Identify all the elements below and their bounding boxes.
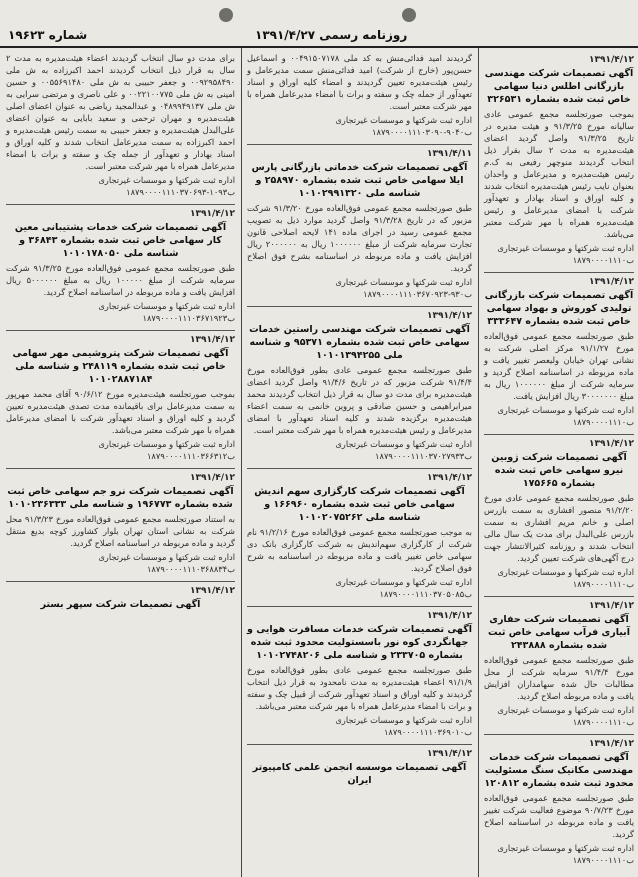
announcement-separator — [484, 596, 634, 597]
announcement-date: ۱۳۹۱/۴/۱۲ — [189, 586, 235, 596]
announcement-date: ۱۳۹۱/۴/۱۲ — [189, 209, 235, 219]
registry-office-signature: اداره ثبت شرکتها و موسسات غیرتجاری — [98, 175, 235, 185]
column-divider — [478, 48, 479, 877]
newspaper-title: روزنامه رسمی ۱۳۹۱/۴/۲۷ — [255, 28, 408, 42]
announcement-body: گردیدند امید فدائی‌منش به کد ملی ۰۰۴۹۱۵۰۷۱۷۸ و اسماعیل حسن‌پور (خارج از شرکت) امید فدائی‌منش سمت مدیرعامل و رئیس هیئت‌مدیره تعیین گردیدند و امضاء کلیه اوراق و اسناد تعهدآور از جمله چک و سفته و برات با امضاء مدیرعامل همراه با مهر شرکت معتبر است. — [247, 53, 472, 111]
announcement-separator — [247, 744, 472, 745]
announcement-body: طبق صورتجلسه مجمع عمومی فوق‌العاده مورخ ۹۱/۳/۲۰ شرکت مزبور که در تاریخ ۹۱/۳/۲۸ واصل گردید موارد ذیل به تصویب مجمع عمومی رسید در اجرای ماده ۱۴۱ لایحه اصلاحی قانون تجارت سرمایه شرکت از مبلغ ۱۰۰۰۰۰۰ ریال به ۲۰۰۰۰۰۰ ریال افزایش یافت و ماده مربوطه در اساسنامه بشرح فوق اصلاح گردید. — [247, 203, 472, 273]
announcement-title: آگهی تصمیمات شرکت بازرگانی تولیدی کوروش و بهواد سهامی خاص ثبت شده بشماره ۳۳۳۶۴۷ — [484, 290, 634, 327]
announcement-date: ۱۳۹۱/۴/۱۲ — [426, 311, 472, 321]
announcement-title: آگهی تصمیمات شرکت سپهر بستر — [40, 599, 201, 610]
announcement — [247, 149, 472, 300]
announcement-body: طبق صورتجلسه مجمع عمومی عادی بطور فوق‌العاده مورخ ۹۱/۱/۹ اعضاء هیئت‌مدیره به مدت نامحدود به قرار ذیل انتخاب گردیدند و کلیه اوراق و اسناد تعهدآور شرکت از قبیل چک و سفته و برات با امضاء مدیرعامل همراه با مهر شرکت معتبر می‌باشد. — [247, 665, 472, 711]
announcement-title: آگهی تصمیمات شرکت خدمات مسافرت هوایی و جهانگردی کوه نور باسستولیت محدود ثبت شده بشماره ۲۳۳۷۰۵ و شناسه ملی ۱۰۱۰۲۷۴۸۲۰۶ — [246, 624, 472, 661]
announcement — [247, 611, 472, 738]
announcement-body: به موجب صورتجلسه مجمع عمومی فوق‌العاده مورخ ۹۱/۲/۱۶ نام شرکت از کارگزاری سهم‌اندیش به شرکت کارگزاری بانک دی سهامی خاص تغییر یافت و ماده مربوطه در اساسنامه به شرح فوق اصلاح گردید. — [247, 527, 472, 573]
punch-hole-left — [219, 8, 233, 22]
announcement-title: آگهی تصمیمات شرکت مهندسی بازرگانی اطلس دنیا سهامی خاص ثبت شده بشماره ۳۲۶۵۳۱ — [484, 68, 634, 105]
announcement-separator — [484, 434, 634, 435]
announcement — [484, 601, 634, 728]
announcement-body: برای مدت دو سال انتخاب گردیدند اعضاء هیئت‌مدیره به مدت ۲ سال به قرار ذیل انتخاب گردیدند احمد اکبرزاده به ش ملی ۰۰۹۲۹۵۸۴۹۰ و جعفر حبیبی به ش ملی ۰۰۵۵۶۹۱۴۸۰ و حسین امینی به ش ملی ۰۰۲۲۱۰۰۷۷۵ و علی ناصری و مرتضی سرایی به ش ملی ۰۴۸۹۹۴۹۱۳۷ و عبدالمجید ریاضی به عنوان اعضای اصلی هیئت‌مدیره و مهران ترحمی و سعید بابایی به عنوان اعضای علی‌البدل هیئت‌مدیره و جعفر حبیبی به سمت رئیس هیئت‌مدیره و احمد اکبرزاده به سمت مدیرعامل انتخاب شدند و کلیه اوراق و اسناد بهادار و تعهدآور از جمله چک و سفته و برات با امضاء مدیرعامل همراه با مهر شرکت معتبر است. — [6, 53, 235, 171]
announcement — [247, 311, 472, 462]
announcement-title: آگهی تصمیمات شرکت خدماتی بازرگانی پارس ایلا سهامی خاص ثبت شده بشماره ۲۵۸۹۷۰ و شناسه ملی ۱۰۱۰۲۹۹۱۳۲۰ — [251, 162, 468, 199]
announcement-separator — [6, 330, 235, 331]
announcement-separator — [247, 306, 472, 307]
announcement-date: ۱۳۹۱/۴/۱۲ — [588, 601, 634, 611]
announcement — [247, 473, 472, 600]
announcement-code: ب۱۸۷۹۰۰۰۰۱۱۱۰۳۶۹۰۱۰ — [383, 727, 472, 737]
announcement-title: آگهی تصمیمات شرکت خدمات مهندسی مکانیک سنگ مسئولیت محدود ثبت شده بشماره ۱۲۰۸۱۲ — [484, 752, 634, 789]
announcement-body: طبق صورتجلسه مجمع عمومی عادی بطور فوق‌العاده مورخ ۹۱/۴/۴ شرکت مزبور که در تاریخ ۹۱/۴/۶ واصل گردید اعضای هیئت‌مدیره برای مدت دو سال به قرار ذیل انتخاب گردیدند محمد میرابراهیمی و حسین صادقی و پروین خانمی به سمت اعضاء هیئت‌مدیره برگزیده شدند و کلیه اسناد تعهدآور با امضای مدیرعامل و رئیس هیئت‌مدیره همراه با مهر شرکت معتبر است. — [247, 365, 472, 435]
announcement-title: آگهی تصمیمات شرکت خدمات پشتیبانی معین کار سهامی خاص ثبت شده بشماره ۳۶۸۴۳ و شناسه ملی ۱۰۱۰۱۷۸۰۵۰ — [14, 222, 227, 259]
announcement-body: طبق صورتجلسه مجمع عمومی عادی مورخ ۹۱/۲/۲۰ منصور افشاری به سمت بازرس اصلی و خانم مریم افشاری به سمت بازرس علی‌البدل برای مدت یک سال مالی انتخاب شدند و روزنامه کثیرالانتشار جهت درج آگهی‌های شرکت تعیین گردید. — [484, 493, 634, 563]
announcement — [6, 586, 235, 611]
announcement-date: ۱۳۹۱/۴/۱۲ — [588, 439, 634, 449]
registry-office-signature: اداره ثبت شرکتها و موسسات غیرتجاری — [497, 243, 634, 253]
announcement-body: طبق صورتجلسه مجمع عمومی فوق‌العاده مورخ ۹۱/۴/۴ سرمایه شرکت از محل مطالبات حال شده سهامداران افزایش یافت و ماده مربوطه اصلاح گردید. — [484, 655, 634, 701]
announcement-separator — [6, 581, 235, 582]
punch-hole-right — [402, 8, 416, 22]
announcement-code: ب۹۳۰-۱۸۷۹۰۰۰۰۱۱۱۰۳۶۷۰۹۲۳ — [363, 289, 472, 299]
issue-number: شماره ۱۹۶۲۳ — [8, 28, 88, 42]
announcement-code: ب۱۸۷۹۰۰۰۰۱۱۱۰۳۶۷۱۹۲۳ — [142, 313, 235, 323]
announcement-code: ب۱۸۷۹۰۰۰۰۱۱۱۰ — [572, 717, 634, 727]
registry-office-signature: اداره ثبت شرکتها و موسسات غیرتجاری — [497, 405, 634, 415]
announcement — [484, 739, 634, 866]
announcement-title: آگهی تصمیمات شرکت حفاری آبیاری فرآب سهامی خاص ثبت شده بشماره ۲۴۳۸۸۸ — [488, 614, 630, 651]
announcement-title: آگهی تصمیمات شرکت مهندسی راستین خدمات سهامی خاص ثبت شده بشماره ۹۵۳۷۱ و شناسه ملی ۱۰۱۰۱۳۹۴۲۵۵ — [249, 324, 470, 361]
announcement-separator — [484, 734, 634, 735]
column-left — [2, 52, 239, 877]
announcement — [6, 473, 235, 575]
announcement-body: بموجب صورتجلسه مجمع عمومی عادی سالیانه مورخ ۹۱/۳/۲۵ و هیئت مدیره در تاریخ ۹۱/۳/۲۵ واصل گردید اعضای هیئت‌مدیره به مدت ۲ سال بقرار ذیل انتخاب گردیدند منوچهر رفیعی به ک.م رئیس هیئت‌مدیره و مدیرعامل و واحدان بعنوان نایب رئیس هیئت‌مدیره انتخاب شدند و کلیه اوراق و اسناد بهادار و تعهدآور شرکت با امضای مدیرعامل و رئیس هیئت‌مدیره همراه با مهر شرکت معتبر می‌باشد. — [484, 109, 635, 239]
announcement — [247, 52, 472, 138]
page-header — [0, 26, 638, 48]
announcement-date: ۱۳۹۱/۴/۱۲ — [426, 473, 472, 483]
announcement-body: بموجب صورتجلسه هیئت‌مدیره مورخ ۹۰/۶/۱۲ آقای محمد مهرپور به سمت مدیرعامل برای باقیمانده مدت تصدی هیئت‌مدیره تعیین گردید و کلیه اوراق و اسناد تعهدآور شرکت با امضای مدیرعامل همراه با مهر شرکت معتبر می‌باشد. — [6, 389, 235, 435]
registry-office-signature: اداره ثبت شرکتها و موسسات غیرتجاری — [335, 277, 472, 287]
announcement-code: ب۱۸۷۹۰۰۰۰۱۱۱۰ — [572, 417, 634, 427]
announcement-title: آگهی تصمیمات شرکت پتروشیمی مهر سهامی خاص ثبت شده بشماره ۲۴۸۱۱۹ و شناسه ملی ۱۰۱۰۲۸۸۷۱۸۴ — [12, 348, 229, 385]
announcement-separator — [247, 606, 472, 607]
registry-office-signature: اداره ثبت شرکتها و موسسات غیرتجاری — [98, 301, 235, 311]
announcement-date: ۱۳۹۱/۴/۱۲ — [189, 473, 235, 483]
announcement-body: طبق صورتجلسه مجمع عمومی فوق‌العاده مورخ ۹۱/۱/۲۷ مرکز اصلی شرکت به نشانی تهران خیابان ولیعصر تغییر یافت و ماده مربوطه در اساسنامه اصلاح گردید و سرمایه شرکت از مبلغ ۱۰۰۰۰۰۰ ریال به مبلغ ۳۰۰۰۰۰۰۰ ریال افزایش یافت. — [484, 331, 635, 401]
announcement-separator — [247, 468, 472, 469]
announcement-code: ب۱۸۷۹۰۰۰۰۱۱۱۰۳۶۸۸۳۴ — [146, 564, 235, 574]
announcement-separator — [247, 144, 472, 145]
announcement-date: ۱۳۹۱/۴/۱۲ — [588, 277, 634, 287]
registry-office-signature: اداره ثبت شرکتها و موسسات غیرتجاری — [335, 439, 472, 449]
registry-office-signature: اداره ثبت شرکتها و موسسات غیرتجاری — [497, 567, 634, 577]
announcement — [247, 749, 472, 787]
announcement-body: طبق صورتجلسه مجمع عمومی فوق‌العاده مورخ ۹۰/۷/۲۳ موضوع فعالیت شرکت تغییر یافت و ماده مربوطه در اساسنامه اصلاح گردید. — [484, 793, 635, 839]
announcement — [6, 209, 235, 324]
column-divider — [241, 48, 242, 877]
announcement-date: ۱۳۹۱/۴/۱۲ — [588, 55, 634, 65]
announcement-code: ب۱۸۷۹۰۰۰۰۱۱۱۰۳۷۰۵۰۸۵ — [379, 589, 472, 599]
announcement-code: ب۹۰۴۰-۱۸۷۹۰۰۰۰۱۱۱۰۳۰۹۰ — [372, 127, 472, 137]
registry-office-signature: اداره ثبت شرکتها و موسسات غیرتجاری — [335, 715, 472, 725]
announcement-date: ۱۳۹۱/۴/۱۱ — [426, 149, 472, 159]
announcement-separator — [6, 468, 235, 469]
announcement-body: به استناد صورتجلسه مجمع عمومی فوق‌العاده مورخ ۹۱/۳/۲۳ محل شرکت به نشانی استان تهران بلوار کشاورز کوچه بدیع منتقل گردید و ماده مربوطه در اساسنامه اصلاح گردید. — [6, 514, 235, 548]
registry-office-signature: اداره ثبت شرکتها و موسسات غیرتجاری — [335, 115, 472, 125]
announcement-code: ب۱۸۷۹۰۰۰۰۱۱۱۰ — [572, 855, 634, 865]
announcement — [6, 335, 235, 462]
announcement — [484, 55, 634, 266]
announcement-date: ۱۳۹۱/۴/۱۲ — [588, 739, 634, 749]
announcement-body: طبق صورتجلسه مجمع عمومی فوق‌العاده مورخ ۹۱/۳/۲۵ شرکت سرمایه شرکت از مبلغ ۱۰۰۰۰۰ ریال به مبلغ ۵۰۰۰۰۰۰ ریال افزایش یافت و ماده مربوطه در اساسنامه اصلاح گردید. — [6, 263, 236, 297]
column-right — [480, 52, 638, 877]
announcement-separator — [6, 204, 235, 205]
announcement-code: ب۱۸۷۹۰۰۰۰۱۱۱۰ — [572, 255, 634, 265]
announcement-code: ب۱۸۷۹۰۰۰۰۱۱۱۰۳۷۰۲۷۹۳۳ — [375, 451, 472, 461]
registry-office-signature: اداره ثبت شرکتها و موسسات غیرتجاری — [335, 577, 472, 587]
announcement-title: آگهی تصمیمات شرکت ژوبین نیرو سهامی خاص ثبت شده بشماره ۱۷۵۶۶۵ — [491, 452, 627, 489]
registry-office-signature: اداره ثبت شرکتها و موسسات غیرتجاری — [98, 439, 235, 449]
announcement-code: ب۱۸۷۹۰۰۰۰۱۱۱۰۳۶۶۳۱۲ — [146, 451, 235, 461]
announcement-date: ۱۳۹۱/۴/۱۲ — [426, 611, 472, 621]
announcement — [6, 52, 235, 198]
announcement-date: ۱۳۹۱/۴/۱۲ — [426, 749, 472, 759]
announcement — [484, 439, 634, 590]
registry-office-signature: اداره ثبت شرکتها و موسسات غیرتجاری — [497, 705, 634, 715]
registry-office-signature: اداره ثبت شرکتها و موسسات غیرتجاری — [497, 843, 634, 853]
announcement — [484, 277, 634, 428]
announcement-separator — [484, 272, 634, 273]
announcement-code: ب۱۸۷۹۰۰۰۰۱۱۱۰ — [572, 579, 634, 589]
column-middle — [243, 52, 476, 877]
announcement-title: آگهی تصمیمات شرکت کارگزاری سهم اندیش سهامی خاص ثبت شده بشماره ۱۶۶۹۶۰ و شناسه ملی ۱۰۱۰۲۰۷۵۲۶۲ — [254, 486, 465, 523]
registry-office-signature: اداره ثبت شرکتها و موسسات غیرتجاری — [98, 552, 235, 562]
announcement-title: آگهی تصمیمات شرکت نرو جم سهامی خاص ثبت شده بشماره ۱۹۶۷۷۳ و شناسه ملی ۱۰۱۰۲۳۶۳۳۳ — [7, 486, 234, 510]
announcement-code: ب۱۰۹۳-۱۸۷۹۰۰۰۰۱۱۱۰۳۷۰۶۹۳ — [126, 187, 235, 197]
announcement-date: ۱۳۹۱/۴/۱۲ — [189, 335, 235, 345]
announcement-title: آگهی تصمیمات موسسه انجمن علمی کامپیوتر ایران — [252, 762, 467, 786]
